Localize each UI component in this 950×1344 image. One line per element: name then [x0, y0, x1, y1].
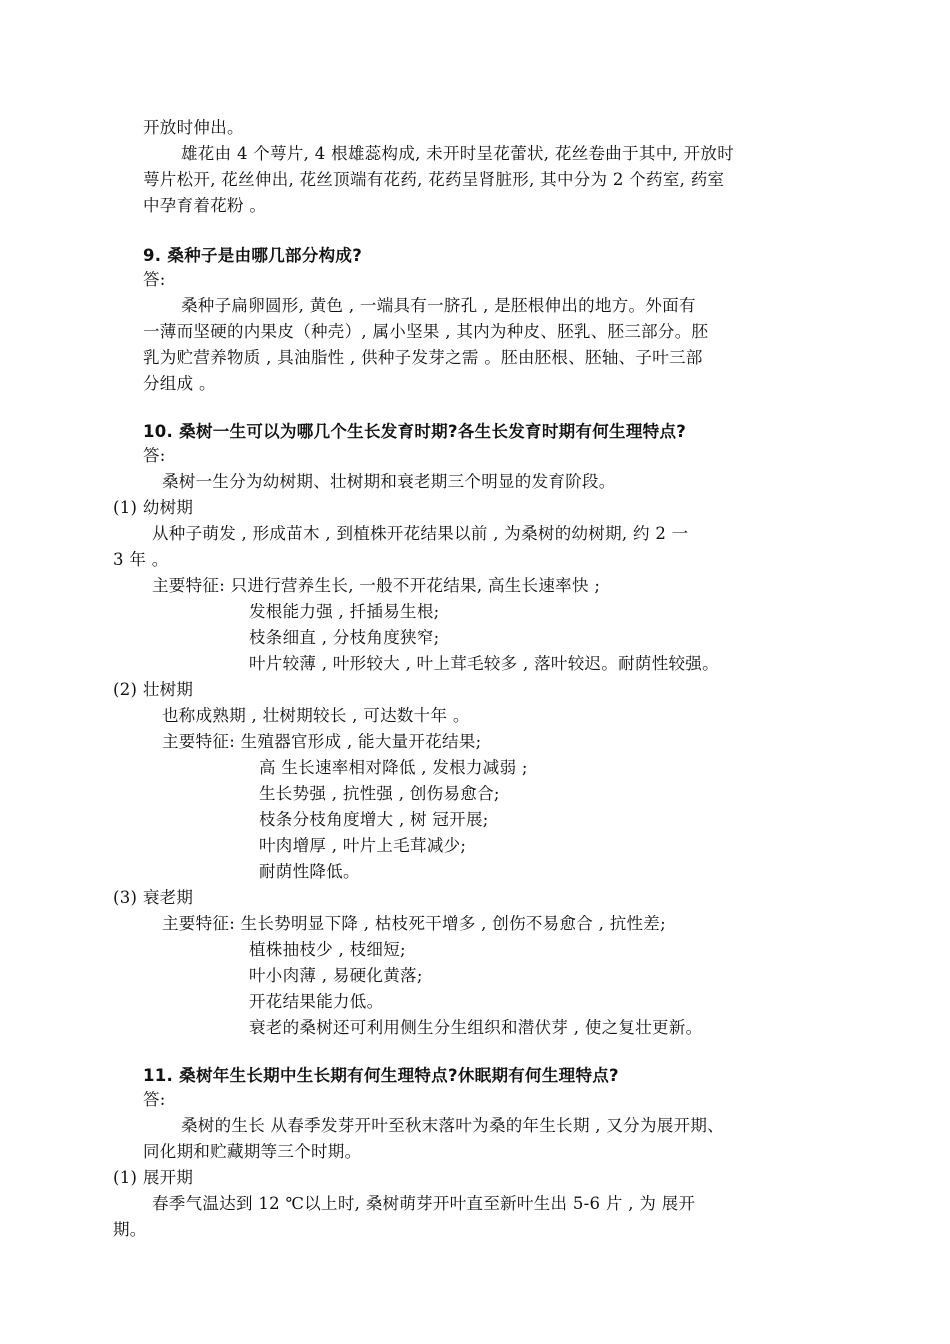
text-line: 答: — [143, 270, 166, 289]
text-line: 中孕育着花粉 。 — [143, 196, 267, 215]
text-line: 衰老的桑树还可利用侧生分生组织和潜伏芽 , 使之复壮更新。 — [249, 1018, 703, 1037]
question-heading: 11. 桑树年生长期中生长期有何生理特点?休眠期有何生理特点? — [143, 1066, 619, 1085]
text-line: 生长势强 , 抗性强 , 创伤易愈合; — [259, 784, 500, 803]
text-line: 高 生长速率相对降低 , 发根力减弱 ; — [259, 758, 528, 777]
text-line: (2) 壮树期 — [113, 680, 194, 699]
text-line: 雄花由 4 个萼片, 4 根雄蕊构成, 未开时呈花蕾状, 花丝卷曲于其中, 开放时 — [181, 144, 734, 163]
text-line: 也称成熟期 , 壮树期较长 , 可达数十年 。 — [162, 706, 470, 725]
text-line: 主要特征: 生长势明显下降 , 枯枝死干增多 , 创伤不易愈合 , 抗性差; — [162, 914, 666, 933]
text-line: 叶肉增厚 , 叶片上毛茸减少; — [259, 836, 467, 855]
text-line: 桑树一生分为幼树期、壮树期和衰老期三个明显的发育阶段。 — [162, 472, 616, 491]
question-heading: 9. 桑种子是由哪几部分构成? — [143, 246, 363, 265]
question-heading: 10. 桑树一生可以为哪几个生长发育时期?各生长发育时期有何生理特点? — [143, 422, 687, 441]
text-line: 3 年 。 — [113, 550, 169, 569]
text-line: 枝条分枝角度增大 , 树 冠开展; — [259, 810, 489, 829]
text-line: 答: — [143, 446, 166, 465]
text-line: 一薄而坚硬的内果皮（种壳）, 属小坚果 , 其内为种皮、胚乳、胚三部分。胚 — [143, 322, 709, 341]
text-line: 同化期和贮藏期等三个时期。 — [143, 1142, 362, 1161]
text-line: 发根能力强 , 扦插易生根; — [249, 602, 440, 621]
text-line: 桑种子扁卵圆形, 黄色 , 一端具有一脐孔 , 是胚根伸出的地方。外面有 — [181, 296, 696, 315]
text-line: 开放时伸出。 — [143, 118, 244, 137]
text-line: 主要特征: 生殖器官形成 , 能大量开花结果; — [162, 732, 482, 751]
text-line: 分组成 。 — [143, 374, 216, 393]
text-line: (3) 衰老期 — [113, 888, 194, 907]
text-line: 开花结果能力低。 — [249, 992, 384, 1011]
text-line: 枝条细直 , 分枝角度狭窄; — [249, 628, 440, 647]
text-line: (1) 幼树期 — [113, 498, 194, 517]
text-line: 从种子萌发 , 形成苗木 , 到植株开花结果以前 , 为桑树的幼树期, 约 2 一 — [152, 524, 689, 543]
text-line: 期。 — [113, 1220, 147, 1239]
text-line: 叶片较薄 , 叶形较大 , 叶上茸毛较多 , 落叶较迟。耐荫性较强。 — [249, 654, 719, 673]
text-line: 萼片松开, 花丝伸出, 花丝顶端有花药, 花药呈肾脏形, 其中分为 2 个药室, 药室 — [143, 170, 725, 189]
text-line: 答: — [143, 1090, 166, 1109]
text-line: (1) 展开期 — [113, 1168, 194, 1187]
text-line: 叶小肉薄 , 易硬化黄落; — [249, 966, 423, 985]
text-line: 耐荫性降低。 — [259, 862, 360, 881]
text-line: 乳为贮营养物质 , 具油脂性 , 供种子发芽之需 。胚由胚根、胚轴、子叶三部 — [143, 348, 703, 367]
text-line: 植株抽枝少 , 枝细短; — [249, 940, 406, 959]
text-line: 主要特征: 只进行营养生长, 一般不开花结果, 高生长速率快 ; — [152, 576, 601, 595]
text-line: 桑树的生长 从春季发芽开叶至秋末落叶为桑的年生长期 , 又分为展开期、 — [181, 1116, 724, 1135]
text-line: 春季气温达到 12 ℃以上时, 桑树萌芽开叶直至新叶生出 5-6 片 , 为 展开 — [152, 1194, 696, 1213]
